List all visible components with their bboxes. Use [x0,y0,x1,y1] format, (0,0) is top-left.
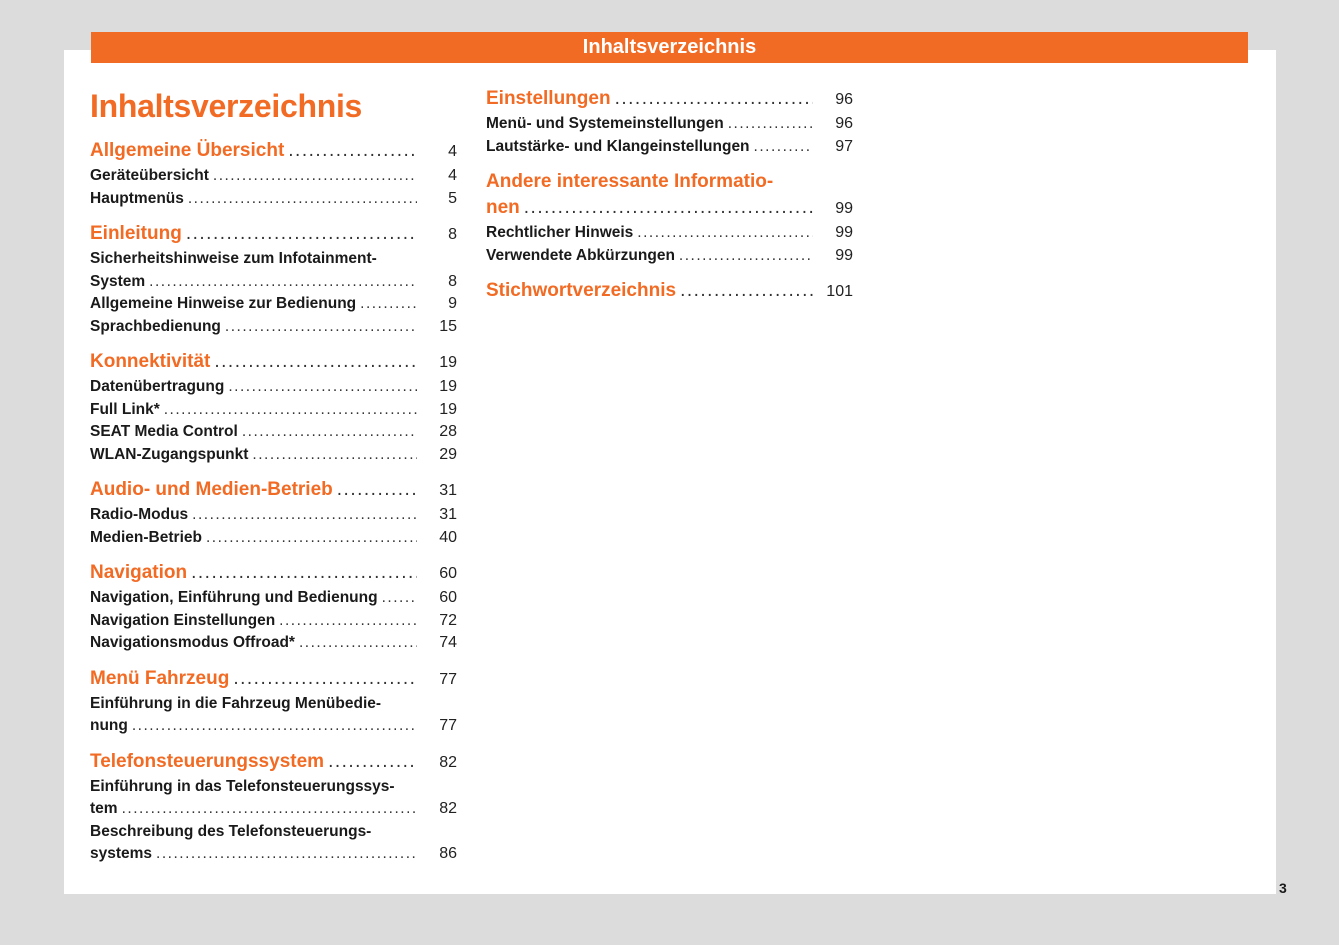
page-title: Inhaltsverzeichnis [90,88,363,124]
toc-section-heading[interactable]: Konnektivität ..... 19 [90,349,457,376]
page-ref: 82 [439,753,457,771]
page-ref: 15 [439,317,457,335]
page-ref: 4 [448,167,457,184]
toc-entry[interactable]: WLAN-Zugangspunkt ..... 29 [90,444,457,467]
toc-entry[interactable]: Sprachbedienung ..... 15 [90,316,457,339]
page-ref: 8 [448,226,457,243]
toc-entry[interactable]: Hauptmenüs ..... 5 [90,188,457,211]
toc-entry[interactable]: Radio-Modus ..... 31 [90,504,457,527]
page-ref: 101 [826,283,853,300]
page-ref: 9 [448,295,457,312]
page-ref: 82 [439,800,457,817]
toc-section [90,749,457,866]
page-ref: 19 [439,378,457,395]
toc-entry[interactable]: Lautstärke- und Klangeinstellungen ..... 97 [486,136,853,159]
toc-section [90,560,457,655]
toc-section [90,349,457,466]
toc-entry[interactable]: Datenübertragung ..... 19 [90,376,457,399]
toc-entry[interactable]: Full Link* ..... 19 [90,399,457,422]
page-ref: 8 [448,272,457,290]
page-ref: 31 [439,482,457,499]
page-ref: 99 [835,200,853,217]
toc-entry[interactable]: Sicherheitshinweise zum Infotainment- System ..... 8 [90,248,457,293]
page-ref: 99 [835,246,853,264]
toc-entry[interactable]: Einführung in das Telefonsteuerungssys- tem ..... 82 [90,776,457,821]
toc-section [486,169,853,267]
toc-entry[interactable]: Allgemeine Hinweise zur Bedienung ..... 9 [90,293,457,316]
page-ref: 60 [439,565,457,582]
page-ref: 96 [835,91,853,108]
page-ref: 40 [439,528,457,546]
toc-entry[interactable]: Geräteübersicht ..... 4 [90,165,457,188]
page-ref: 77 [439,670,457,688]
toc-section-heading[interactable]: Audio- und Medien-Betrieb ..... 31 [90,477,457,504]
page-ref: 77 [439,717,457,734]
page-ref: 31 [439,506,457,523]
page-ref: 19 [439,354,457,371]
toc-left-column [90,138,457,877]
toc-section-heading[interactable]: Andere interessante Informatio- nen ..... 99 [486,169,853,222]
page-ref: 19 [439,400,457,418]
toc-section-heading[interactable]: Allgemeine Übersicht ..... 4 [90,138,457,165]
toc-section-heading[interactable]: Einstellungen ..... 96 [486,86,853,113]
page-ref: 4 [448,143,457,160]
page-ref: 97 [835,137,853,155]
toc-entry[interactable]: Navigation Einstellungen ..... 72 [90,610,457,633]
toc-section-heading[interactable]: Einleitung ..... 8 [90,221,457,248]
page-ref: 29 [439,445,457,463]
toc-entry[interactable]: Medien-Betrieb ..... 40 [90,527,457,550]
toc-section-heading[interactable]: Menü Fahrzeug ..... 77 [90,666,457,693]
page-ref: 5 [448,189,457,207]
toc-right-column [486,86,853,316]
toc-section-heading[interactable]: Navigation ..... 60 [90,560,457,587]
toc-entry[interactable]: Menü- und Systemeinstellungen ..... 96 [486,113,853,136]
toc-entry[interactable]: SEAT Media Control ..... 28 [90,421,457,444]
page-ref: 96 [835,115,853,132]
toc-section [90,138,457,210]
toc-entry[interactable]: Beschreibung des Telefonsteuerungs- systems ..... 86 [90,821,457,866]
header-bar: Inhaltsverzeichnis [91,32,1248,63]
page-ref: 28 [439,423,457,440]
page-ref: 60 [439,589,457,606]
page-ref: 86 [439,845,457,862]
toc-section-heading[interactable]: Telefonsteuerungssystem ..... 82 [90,749,457,776]
toc-entry[interactable]: Navigationsmodus Offroad* ..... 74 [90,632,457,655]
page-ref: 99 [835,224,853,241]
page-ref: 72 [439,611,457,629]
toc-section [486,278,853,305]
toc-section [90,477,457,549]
toc-section [90,666,457,738]
toc-section [486,86,853,158]
page-ref: 74 [439,634,457,651]
toc-entry[interactable]: Verwendete Abkürzungen ..... 99 [486,245,853,268]
toc-entry[interactable]: Navigation, Einführung und Bedienung ..... 60 [90,587,457,610]
toc-entry[interactable]: Rechtlicher Hinweis ..... 99 [486,222,853,245]
page-number: 3 [1279,880,1287,896]
toc-entry[interactable]: Einführung in die Fahrzeug Menübedie- nung ..... 77 [90,693,457,738]
toc-section [90,221,457,338]
toc-section-heading[interactable]: Stichwortverzeichnis ..... 101 [486,278,853,305]
